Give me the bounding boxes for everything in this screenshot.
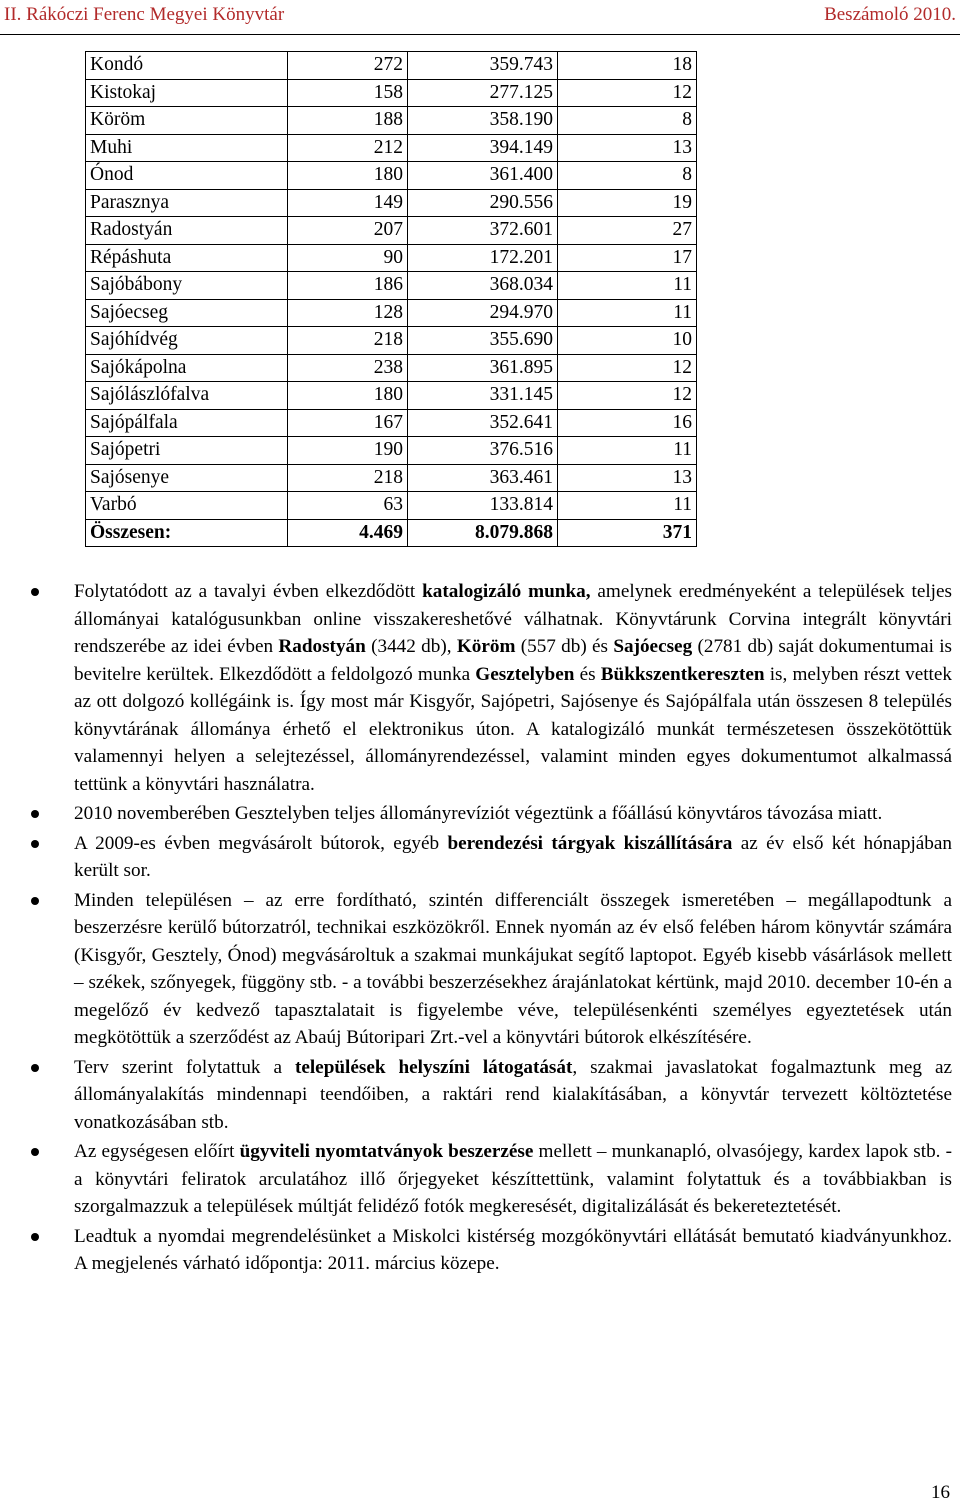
statistics-table xyxy=(85,51,697,547)
total-value-cell: 4.469 xyxy=(288,519,408,547)
value-cell: 8 xyxy=(558,162,697,190)
value-cell: 149 xyxy=(288,189,408,217)
table-row xyxy=(86,437,697,465)
value-cell: 17 xyxy=(558,244,697,272)
bold-text: Bükkszentkereszten xyxy=(600,663,765,685)
value-cell: 167 xyxy=(288,409,408,437)
value-cell: 190 xyxy=(288,437,408,465)
bold-text: Sajóecseg xyxy=(613,636,693,657)
total-value-cell: 371 xyxy=(558,519,697,547)
settlement-name-cell: Muhi xyxy=(86,134,288,162)
table-row xyxy=(86,272,697,300)
value-cell: 361.400 xyxy=(408,162,558,190)
settlement-name-cell: Sajóhídvég xyxy=(86,327,288,355)
value-cell: 218 xyxy=(288,327,408,355)
value-cell: 12 xyxy=(558,354,697,382)
value-cell: 10 xyxy=(558,327,697,355)
bullet-dot-icon xyxy=(31,1064,39,1072)
bold-text: Gesztelyben xyxy=(475,663,575,685)
value-cell: 19 xyxy=(558,189,697,217)
value-cell: 16 xyxy=(558,409,697,437)
value-cell: 355.690 xyxy=(408,327,558,355)
table-row xyxy=(86,492,697,520)
table-row xyxy=(86,52,697,80)
total-label-cell: Összesen: xyxy=(86,519,288,547)
paragraph-text: Minden településen – az erre fordítható, szintén differenciált összegek ismeretében – megállapodtunk a beszerzésre kerülő bútorzatról, technikai eszközökről. Ennek nyomán az év első felében három könyvtár számára (Kisgyőr, Gesztely, Ónod) megvásároltuk a szakmai munkájukat segítő laptopot. Egyéb kisebb vásárlások mellett – székek, szőnyegek, függöny stb. - a további beszerzésekhez árajánlatokat kértünk, majd 2010. december 10-én a megelőző év kedvező tapasztalatait is figyelembe véve, településenkénti személyes egyeztetések után megkötöttük a szerződést az Abaúj Bútoripari Zrt.-vel a könyvtári bútorok elkészítésére. xyxy=(74,889,952,1048)
paragraph-text: (2781 db) saját dokumentumai is bevitelre kerültek. Elkezdődött a feldolgozó munka xyxy=(74,636,953,685)
value-cell: 128 xyxy=(288,299,408,327)
settlement-name-cell: Sajóecseg xyxy=(86,299,288,327)
paragraph-text: Folytatódott az a tavalyi évben elkezdődött xyxy=(74,581,423,602)
paragraph-text: Az egységesen előírt xyxy=(74,1141,240,1162)
paragraph-text: (3442 db), xyxy=(365,636,457,657)
paragraph-text: Leadtuk a nyomdai megrendelésünket a Miskolci kistérség mozgókönyvtári ellátását bemutató kiadványunkhoz. A megjelenés várható időpontja: 2011. március közepe. xyxy=(74,1225,952,1274)
bold-text: katalogizáló munka, xyxy=(422,581,591,602)
bullet-dot-icon xyxy=(31,1233,39,1241)
table-row xyxy=(86,244,697,272)
value-cell: 294.970 xyxy=(408,299,558,327)
paragraph-text: Terv szerint folytattuk a xyxy=(74,1056,295,1078)
value-cell: 361.895 xyxy=(408,354,558,382)
table-row xyxy=(86,299,697,327)
header-title: II. Rákóczi Ferenc Megyei Könyvtár xyxy=(4,4,285,25)
value-cell: 368.034 xyxy=(408,272,558,300)
settlement-name-cell: Köröm xyxy=(86,107,288,135)
table-row xyxy=(86,189,697,217)
table-row xyxy=(86,354,697,382)
value-cell: 207 xyxy=(288,217,408,245)
bullet-paragraph xyxy=(30,1054,952,1137)
bold-text: ügyviteli nyomtatványok beszerzése xyxy=(239,1141,534,1162)
value-cell: 186 xyxy=(288,272,408,300)
table-row xyxy=(86,327,697,355)
value-cell: 394.149 xyxy=(408,134,558,162)
bullet-list xyxy=(30,578,952,1280)
value-cell: 11 xyxy=(558,492,697,520)
settlement-name-cell: Sajópálfala xyxy=(86,409,288,437)
settlement-name-cell: Kondó xyxy=(86,52,288,80)
value-cell: 188 xyxy=(288,107,408,135)
table-row xyxy=(86,162,697,190)
value-cell: 238 xyxy=(288,354,408,382)
value-cell: 11 xyxy=(558,437,697,465)
value-cell: 180 xyxy=(288,382,408,410)
settlement-name-cell: Sajókápolna xyxy=(86,354,288,382)
bullet-paragraph xyxy=(30,1138,952,1221)
bold-text: Radostyán xyxy=(278,636,366,657)
bullet-dot-icon xyxy=(31,1148,39,1156)
table-row xyxy=(86,409,697,437)
paragraph-text: mellett – munkanapló, olvasójegy, kardex lapok stb. - a könyvtári feliratok arculatához illő őrjegyeket készíttettünk, valamint folytattuk és a továbbiakban is szorgalmazzuk a települések múltját felidéző fotók megkeresését, digitalizálását és bekereteztetését. xyxy=(74,1141,952,1217)
value-cell: 11 xyxy=(558,299,697,327)
table-total-row xyxy=(86,519,697,547)
settlement-name-cell: Parasznya xyxy=(86,189,288,217)
value-cell: 158 xyxy=(288,79,408,107)
value-cell: 13 xyxy=(558,134,697,162)
bullet-paragraph xyxy=(30,800,952,828)
value-cell: 63 xyxy=(288,492,408,520)
value-cell: 352.641 xyxy=(408,409,558,437)
table-row xyxy=(86,217,697,245)
paragraph-text: A 2009-es évben megvásárolt bútorok, egyéb xyxy=(74,832,448,854)
value-cell: 218 xyxy=(288,464,408,492)
settlement-name-cell: Sajólászlófalva xyxy=(86,382,288,410)
value-cell: 12 xyxy=(558,79,697,107)
paragraph-text: amelynek eredményeként a települések teljes állományai katalógusunkban online visszakereshetővé válhatnak. Könyvtárunk Corvina integrált könyvtári rendszerébe az idei évben xyxy=(74,581,952,657)
settlement-name-cell: Sajópetri xyxy=(86,437,288,465)
table-row xyxy=(86,464,697,492)
value-cell: 331.145 xyxy=(408,382,558,410)
table-row xyxy=(86,79,697,107)
value-cell: 27 xyxy=(558,217,697,245)
settlement-name-cell: Radostyán xyxy=(86,217,288,245)
value-cell: 212 xyxy=(288,134,408,162)
value-cell: 272 xyxy=(288,52,408,80)
settlement-name-cell: Sajóbábony xyxy=(86,272,288,300)
value-cell: 180 xyxy=(288,162,408,190)
bullet-dot-icon xyxy=(31,588,39,596)
paragraph-text: az év első két hónapjában került sor. xyxy=(74,832,952,881)
settlement-name-cell: Ónod xyxy=(86,162,288,190)
settlement-name-cell: Répáshuta xyxy=(86,244,288,272)
value-cell: 376.516 xyxy=(408,437,558,465)
bullet-paragraph xyxy=(30,830,952,885)
value-cell: 372.601 xyxy=(408,217,558,245)
table-row xyxy=(86,107,697,135)
page-number: 16 xyxy=(931,1482,950,1503)
bold-text: Köröm xyxy=(456,636,516,657)
paragraph-text: és xyxy=(574,663,601,685)
value-cell: 13 xyxy=(558,464,697,492)
bullet-dot-icon xyxy=(31,897,39,905)
table-row xyxy=(86,134,697,162)
bullet-dot-icon xyxy=(31,810,39,818)
bold-text: berendezési tárgyak kiszállítására xyxy=(447,832,733,854)
settlement-name-cell: Kistokaj xyxy=(86,79,288,107)
value-cell: 12 xyxy=(558,382,697,410)
paragraph-text: (557 db) és xyxy=(515,636,614,657)
value-cell: 358.190 xyxy=(408,107,558,135)
settlement-name-cell: Varbó xyxy=(86,492,288,520)
bullet-paragraph xyxy=(30,887,952,1052)
bold-text: települések helyszíni látogatását xyxy=(294,1056,573,1078)
value-cell: 18 xyxy=(558,52,697,80)
value-cell: 172.201 xyxy=(408,244,558,272)
value-cell: 363.461 xyxy=(408,464,558,492)
paragraph-text: 2010 novemberében Gesztelyben teljes állományrevíziót végeztünk a főállású könyvtáros távozása miatt. xyxy=(74,803,883,824)
value-cell: 11 xyxy=(558,272,697,300)
value-cell: 8 xyxy=(558,107,697,135)
bullet-paragraph xyxy=(30,1223,952,1278)
settlement-name-cell: Sajósenye xyxy=(86,464,288,492)
paragraph-text: , szakmai javaslatokat fogalmaztunk meg az állományalakítás mindennapi teendőiben, a raktári rend kialakításában, a könyvtár tervezett költöztetése vonatkozásában stb. xyxy=(74,1056,952,1133)
bullet-paragraph xyxy=(30,578,952,798)
table-row xyxy=(86,382,697,410)
paragraph-text: is, melyben részt vettek az ott dolgozó kollégáink is. Így most már Kisgyőr, Sajópetri, Sajósenye és Sajópálfala után összesen 8 település könyvtárának állománya érhető el elektronikus úton. A katalogizáló munkát természetesen összekötöttük valamennyi helyen a selejtezéssel, állományrendezéssel, valamint minden egyes dokumentumot alkalmassá tettünk a könyvtári használatra. xyxy=(74,663,952,795)
value-cell: 277.125 xyxy=(408,79,558,107)
header-report-label: Beszámoló 2010. xyxy=(824,4,956,25)
value-cell: 90 xyxy=(288,244,408,272)
value-cell: 359.743 xyxy=(408,52,558,80)
total-value-cell: 8.079.868 xyxy=(408,519,558,547)
value-cell: 290.556 xyxy=(408,189,558,217)
value-cell: 133.814 xyxy=(408,492,558,520)
page-header xyxy=(0,0,960,35)
bullet-dot-icon xyxy=(31,840,39,848)
